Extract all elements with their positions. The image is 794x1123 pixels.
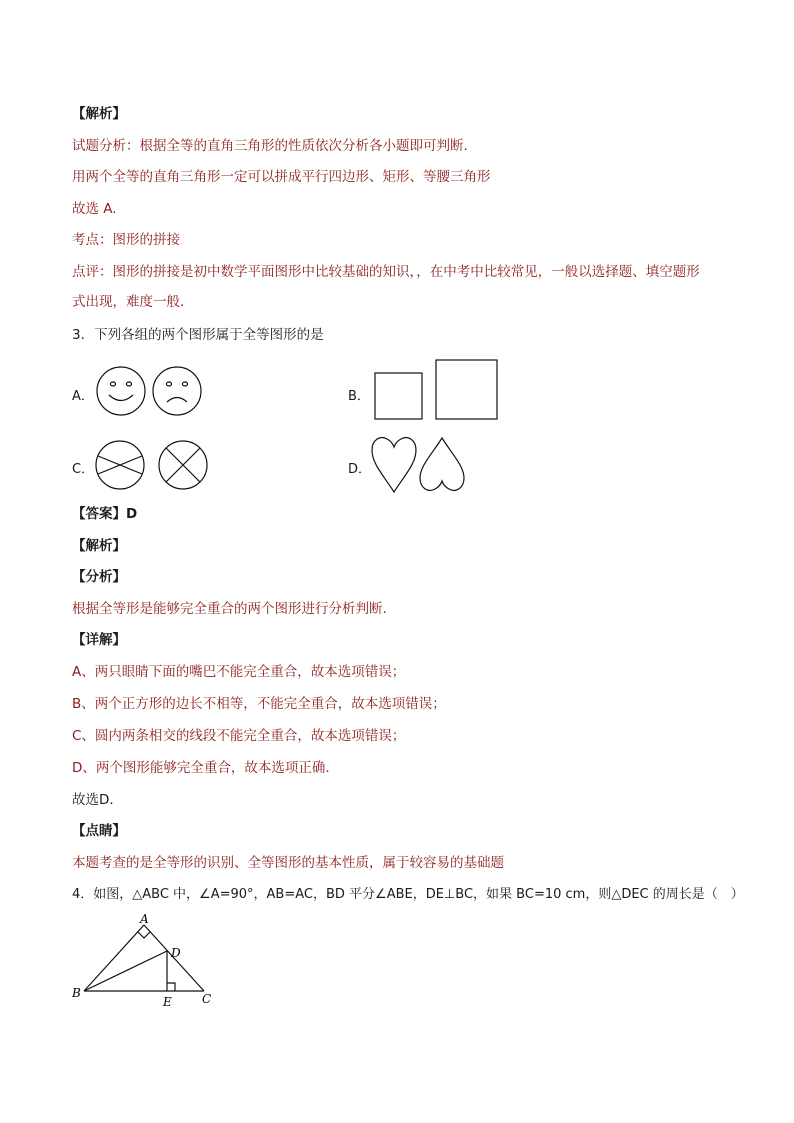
explanation-line: 试题分析：根据全等的直角三角形的性质依次分析各小题即可判断. [72,138,468,154]
dianjing-header: 【点睛】 [72,823,126,839]
label-d: D [171,946,181,960]
question-3: 3．下列各组的两个图形属于全等图形的是 [72,327,324,343]
large-square-icon [436,360,497,419]
segment-ab [84,925,144,991]
detail-b: B、两个正方形的边长不相等，不能完全重合，故本选项错误； [72,696,446,712]
heart-icon [372,438,416,492]
option-d-figure [370,436,466,494]
detail-a: A、两只眼睛下面的嘴巴不能完全重合，故本选项错误； [72,664,406,680]
option-d-label: D． [348,462,372,477]
answer-text: 【答案】D [72,506,138,522]
fenxi-header: 【分析】 [72,569,126,585]
sad-face-icon [153,367,201,415]
dianjing-text: 本题考查的是全等形的识别、全等图形的基本性质，属于较容易的基础题 [72,855,504,871]
option-a-label: A． [72,389,94,404]
segment-bd [84,951,167,991]
inverted-heart-icon [420,438,464,490]
explanation-line: 点评：图形的拼接是初中数学平面图形中比较基础的知识，，在中考中比较常见，一般以选择题、填空题形 [72,264,700,280]
circle-x-icon [159,441,207,489]
option-b-figure [374,359,500,421]
circle-crossed-icon [96,441,144,489]
triangle-diagram [68,912,218,1015]
jiexi-header: 【解析】 [72,538,126,554]
answer-label [72,505,137,523]
label-b: B [72,986,81,1000]
smiley-face-icon [97,367,145,415]
choose-line: 故选D. [72,792,114,808]
option-b-label: B． [348,389,370,404]
explanation-line: 用两个全等的直角三角形一定可以拼成平行四边形、矩形、等腰三角形 [72,169,491,185]
right-angle-e-mark [167,983,175,991]
jiexi-header: 【解析】 [72,106,126,122]
label-c: C [202,992,212,1006]
explanation-line: 故选 A. [72,201,117,217]
label-a: A [140,912,149,926]
small-square-icon [375,373,422,419]
explanation-line: 考点：图形的拼接 [72,232,180,248]
label-e: E [163,995,172,1009]
option-c-figure [95,440,211,492]
option-a-figure [96,366,206,416]
question-4: 4．如图，△ABC 中，∠A=90°，AB=AC，BD 平分∠ABE，DE⊥BC，如果 BC=10 cm，则△DEC 的周长是（ ） [72,887,744,902]
detail-c: C、圆内两条相交的线段不能完全重合，故本选项错误； [72,728,406,744]
option-c-label: C． [72,462,95,477]
detail-d: D、两个图形能够完全重合，故本选项正确. [72,760,330,776]
right-angle-a-mark [138,932,150,938]
fenxi-text: 根据全等形是能够完全重合的两个图形进行分析判断. [72,601,387,617]
xiangjie-header: 【详解】 [72,632,126,648]
explanation-line: 式出现，难度一般. [72,294,185,310]
